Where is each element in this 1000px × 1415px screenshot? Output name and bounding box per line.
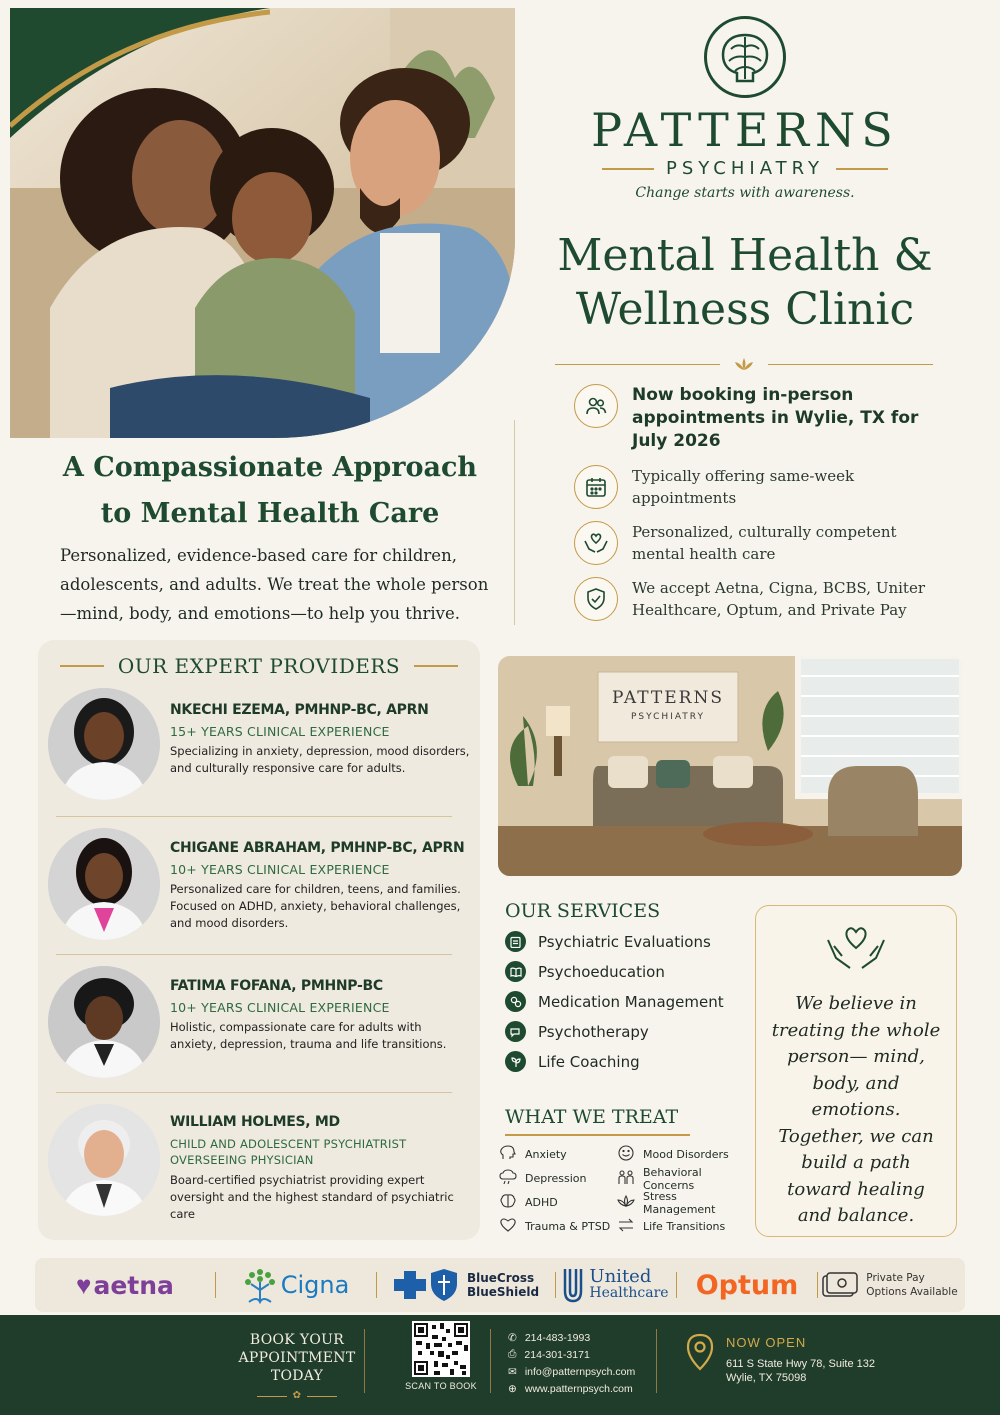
book-appointment[interactable]: BOOK YOUR APPOINTMENT TODAY ✿ (238, 1331, 356, 1405)
treat-item: Behavioral Concerns (617, 1170, 747, 1188)
clinic-title: Mental Health & Wellness Clinic (557, 230, 933, 335)
people-icon (574, 384, 618, 428)
cash-icon (822, 1271, 858, 1299)
treat-item: ADHD (499, 1194, 617, 1212)
bcbs-logo: BlueCross BlueShield (377, 1258, 555, 1312)
blue-cross-icon (393, 1270, 427, 1300)
family-icon (617, 1169, 635, 1188)
aetna-logo: ♥ aetna (76, 1269, 174, 1300)
heart-icon (499, 1217, 517, 1236)
approach-section (40, 445, 500, 628)
phone-number[interactable]: 214-483-1993 (524, 1331, 591, 1344)
feature-insurance: We accept Aetna, Cigna, BCBS, Uniter Healthcare, Optum, and Private Pay (574, 577, 944, 621)
heart-hands-icon (824, 922, 888, 972)
treat-section (505, 1106, 750, 1236)
brand-block (555, 16, 935, 337)
services-section (505, 900, 745, 1072)
philosophy-quote: We believe in treating the whole person— mind, body, and emotions. Together, we can build a path toward healing and balance. (755, 905, 957, 1237)
cigna-logo: Cigna (216, 1258, 376, 1312)
treat-item: Stress Management (617, 1194, 747, 1212)
globe-icon: ⊕ (508, 1382, 517, 1395)
website-link[interactable]: www.patternpsych.com (524, 1382, 633, 1395)
approach-heading: A Compassionate Approach to Mental Health Care (62, 452, 478, 529)
treat-item: Life Transitions (617, 1218, 747, 1236)
brand-name: PATTERNS (591, 103, 899, 157)
address: 611 S State Hwy 78, Suite 132 Wylie, TX 75098 (726, 1358, 875, 1384)
pills-icon (505, 991, 526, 1012)
chat-icon (505, 1021, 526, 1042)
tree-icon (243, 1266, 277, 1304)
email-icon: ✉ (508, 1365, 517, 1378)
feature-same-week: Typically offering same-week appointments (574, 465, 944, 509)
plant-icon (505, 1051, 526, 1072)
provider-photo (48, 828, 160, 940)
feature-booking: Now booking in-person appointments in Wylie, TX for July 2026 (574, 384, 944, 453)
fax-icon: ⎙ (508, 1348, 517, 1360)
feature-culturally-competent: Personalized, culturally competent mental health care (574, 521, 944, 565)
fax-number: 214-301-3171 (524, 1348, 590, 1361)
service-item: Psychotherapy (505, 1021, 745, 1042)
service-item: Life Coaching (505, 1051, 745, 1072)
qr-code[interactable] (412, 1321, 470, 1377)
treat-item: Anxiety (499, 1146, 617, 1164)
smile-icon (617, 1145, 635, 1164)
location-pin-icon (686, 1333, 714, 1371)
providers-panel: OUR EXPERT PROVIDERS NKECHI EZEMA, PMHNP-BC, APRN 15+ YEARS CLINICAL EXPERIENCE Specializing in anxiety, depression, mood disorders, and culturally responsive care for adults. CHIGANE ABRAHAM, PMHNP-BC, APRN 10+ YEARS CLINICAL EXPERIENCE Personalized care for children, teens, and families. Focused on ADHD, anxiety, behavioral challenges, and mood disorders. FATIMA FOFANA, PMHNP-BC 10+ YEARS CLINICAL EXPERIENCE Holistic, compassionate care for adults with anxiety, depression, trauma and life transitions. WILLIAM HOLMES, MD CHILD AND ADOLESCENT PSYCHIATRIST OVERSEEING PHYSICIAN Board-certified psychiatrist providing expert oversight and the highest standard of psychiatric care (38, 640, 480, 1240)
gold-divider (555, 356, 933, 372)
provider-photo (48, 1104, 160, 1216)
hero-family-photo (10, 8, 515, 438)
service-item: Psychoeducation (505, 961, 745, 982)
services-heading: OUR SERVICES (505, 900, 661, 922)
brain-tree-icon (704, 16, 786, 98)
scan-to-book-label: SCAN TO BOOK (405, 1381, 477, 1391)
now-open-label: NOW OPEN (726, 1335, 807, 1350)
treat-heading: WHAT WE TREAT (505, 1106, 679, 1128)
feature-list (574, 384, 944, 633)
treat-item: Trauma & PTSD (499, 1218, 617, 1236)
email-link[interactable]: info@patternpsych.com (524, 1365, 636, 1378)
brand-tagline: Change starts with awareness. (635, 185, 855, 201)
footer (0, 1315, 1000, 1415)
lotus-icon (617, 1193, 635, 1212)
brand-subtitle: PSYCHIATRY (666, 158, 824, 179)
vertical-divider (514, 420, 515, 625)
united-healthcare-logo: United Healthcare (556, 1258, 676, 1312)
private-pay: Private Pay Options Available (818, 1258, 962, 1312)
arrows-icon (617, 1217, 635, 1236)
office-photo (498, 656, 962, 876)
treat-item: Mood Disorders (617, 1146, 747, 1164)
phone-icon: ✆ (508, 1331, 517, 1344)
service-item: Psychiatric Evaluations (505, 931, 745, 952)
brain-icon (499, 1193, 517, 1212)
providers-heading: OUR EXPERT PROVIDERS (117, 654, 401, 678)
clipboard-icon (505, 931, 526, 952)
cloud-icon (499, 1169, 517, 1188)
lotus-icon (733, 356, 755, 372)
book-icon (505, 961, 526, 982)
provider-photo (48, 966, 160, 1078)
treat-item: Depression (499, 1170, 617, 1188)
u-icon (563, 1267, 583, 1303)
blue-shield-icon (429, 1268, 459, 1302)
contact-list (508, 1329, 658, 1397)
lotus-icon: ✿ (292, 1390, 302, 1401)
svg-text:PSYCHIATRY: PSYCHIATRY (631, 712, 705, 722)
calendar-icon (574, 465, 618, 509)
provider-photo (48, 688, 160, 800)
approach-body: Personalized, evidence-based care for children, adolescents, and adults. We treat the whole person —mind, body, and emotions—to help you thrive. (60, 546, 489, 623)
head-icon (499, 1145, 517, 1164)
optum-logo: Optum (695, 1269, 799, 1301)
insurance-strip (35, 1258, 965, 1312)
location-block (686, 1333, 875, 1384)
shield-check-icon (574, 577, 618, 621)
svg-text:PATTERNS: PATTERNS (612, 688, 724, 708)
heart-hands-icon (574, 521, 618, 565)
service-item: Medication Management (505, 991, 745, 1012)
